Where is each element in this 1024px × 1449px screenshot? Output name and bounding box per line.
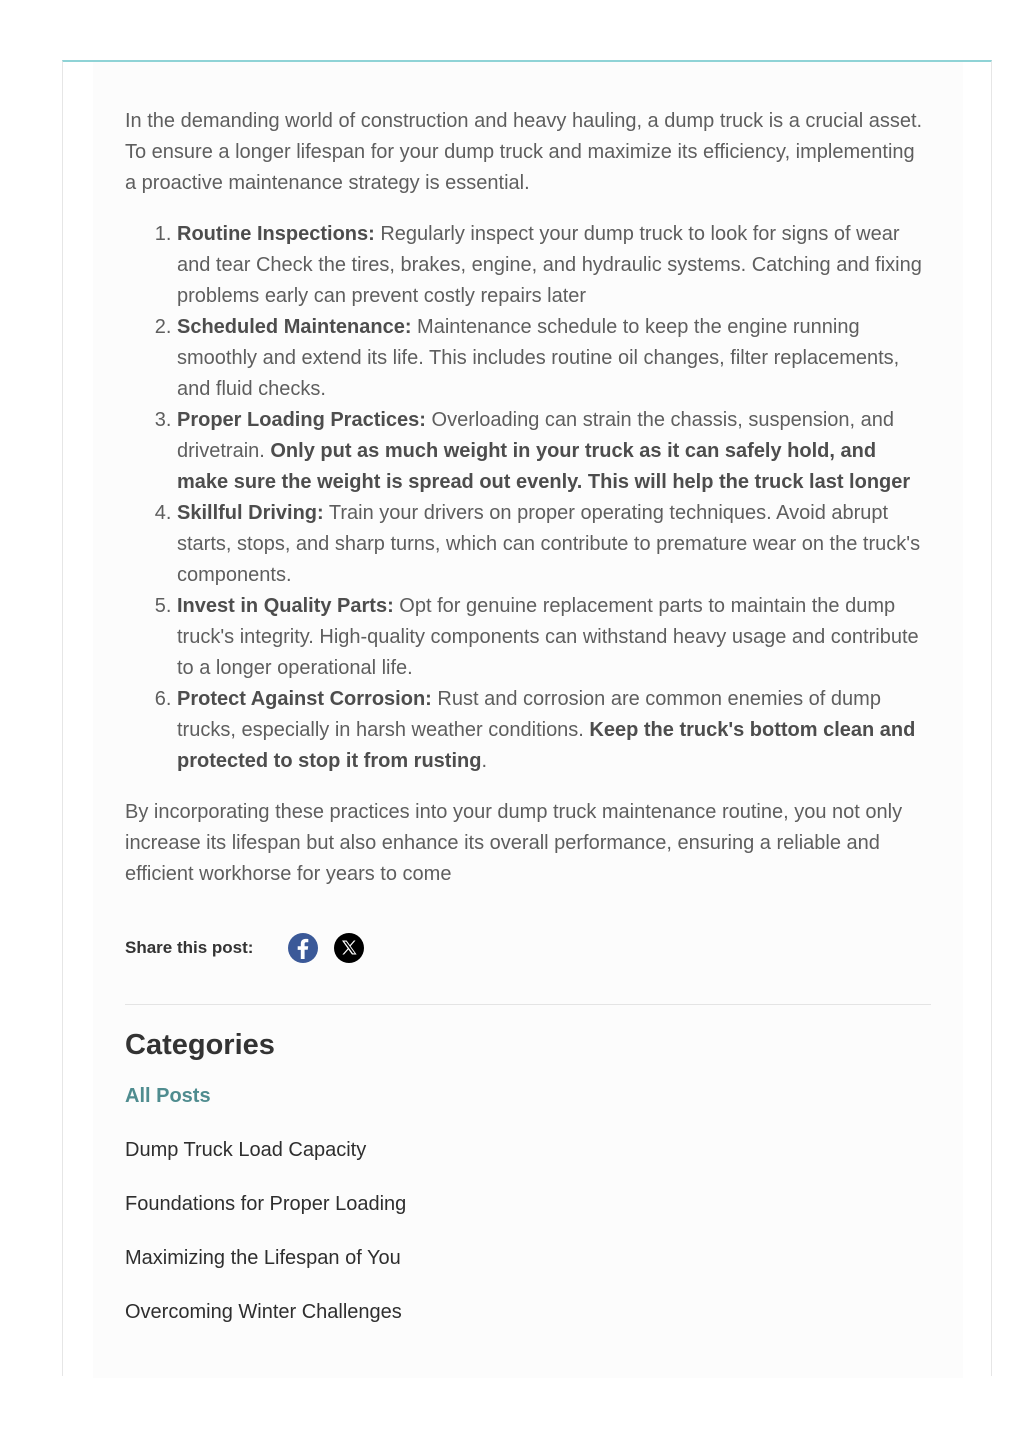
tip-text: Maintenance schedule to keep the engine running smoothly and extend its life. This includes routine oil changes, filter replacements, and fluid checks. bbox=[177, 316, 900, 400]
tip-text: Rust and corrosion are common enemies of dump trucks, especially in harsh weather conditions. bbox=[177, 688, 881, 741]
share-label: Share this post: bbox=[125, 938, 254, 957]
blog-post-card bbox=[62, 60, 992, 1376]
x-twitter-icon[interactable] bbox=[333, 932, 365, 964]
tip-text: Opt for genuine replacement parts to maintain the dump truck's integrity. High-quality components can withstand heavy usage and contribute to a longer operational life. bbox=[177, 595, 919, 679]
tip-tail: . bbox=[481, 750, 487, 772]
tip-title: Proper Loading Practices: bbox=[177, 409, 426, 431]
category-link[interactable]: Foundations for Proper Loading bbox=[125, 1193, 407, 1215]
tip-title: Routine Inspections: bbox=[177, 223, 375, 245]
list-item bbox=[177, 591, 931, 684]
tip-text: Train your drivers on proper operating techniques. Avoid abrupt starts, stops, and sharp turns, which can contribute to premature wear on the truck's components. bbox=[177, 502, 921, 586]
tip-emphasis: Only put as much weight in your truck as it can safely hold, and make sure the weight is spread out evenly. This will help the truck last longer bbox=[177, 440, 911, 493]
list-item bbox=[177, 312, 931, 405]
tip-title: Skillful Driving: bbox=[177, 502, 324, 524]
categories-heading: Categories bbox=[125, 1029, 275, 1061]
tip-title: Invest in Quality Parts: bbox=[177, 595, 394, 617]
intro-paragraph: In the demanding world of construction and heavy hauling, a dump truck is a crucial asset. To ensure a longer lifespan for your dump truck and maximize its efficiency, implementing a proactive maintenance strategy is essential. bbox=[125, 110, 923, 194]
list-item bbox=[177, 684, 931, 777]
tip-text: Overloading can strain the chassis, suspension, and drivetrain. bbox=[177, 409, 895, 462]
tip-text: Regularly inspect your dump truck to look for signs of wear and tear Check the tires, brakes, engine, and hydraulic systems. Catching and fixing problems early can prevent costly repairs later bbox=[177, 223, 922, 307]
tip-emphasis: Keep the truck's bottom clean and protected to stop it from rusting bbox=[177, 719, 916, 772]
blog-post-content bbox=[125, 106, 931, 1351]
section-divider bbox=[125, 1004, 931, 1005]
tip-title: Scheduled Maintenance: bbox=[177, 316, 412, 338]
share-bar bbox=[125, 928, 931, 968]
facebook-icon[interactable] bbox=[287, 932, 319, 964]
categories-list bbox=[125, 1081, 931, 1327]
list-item bbox=[177, 405, 931, 498]
category-link[interactable]: Dump Truck Load Capacity bbox=[125, 1139, 367, 1161]
tips-list bbox=[125, 219, 931, 777]
list-item bbox=[177, 498, 931, 591]
list-item bbox=[177, 219, 931, 312]
closing-paragraph: By incorporating these practices into your dump truck maintenance routine, you not only increase its lifespan but also enhance its overall performance, ensuring a reliable and efficient workhorse for years to come bbox=[125, 801, 903, 885]
category-link[interactable]: Overcoming Winter Challenges bbox=[125, 1301, 402, 1323]
category-link[interactable]: Maximizing the Lifespan of You bbox=[125, 1247, 401, 1269]
category-link-all-posts[interactable]: All Posts bbox=[125, 1085, 211, 1107]
tip-title: Protect Against Corrosion: bbox=[177, 688, 432, 710]
